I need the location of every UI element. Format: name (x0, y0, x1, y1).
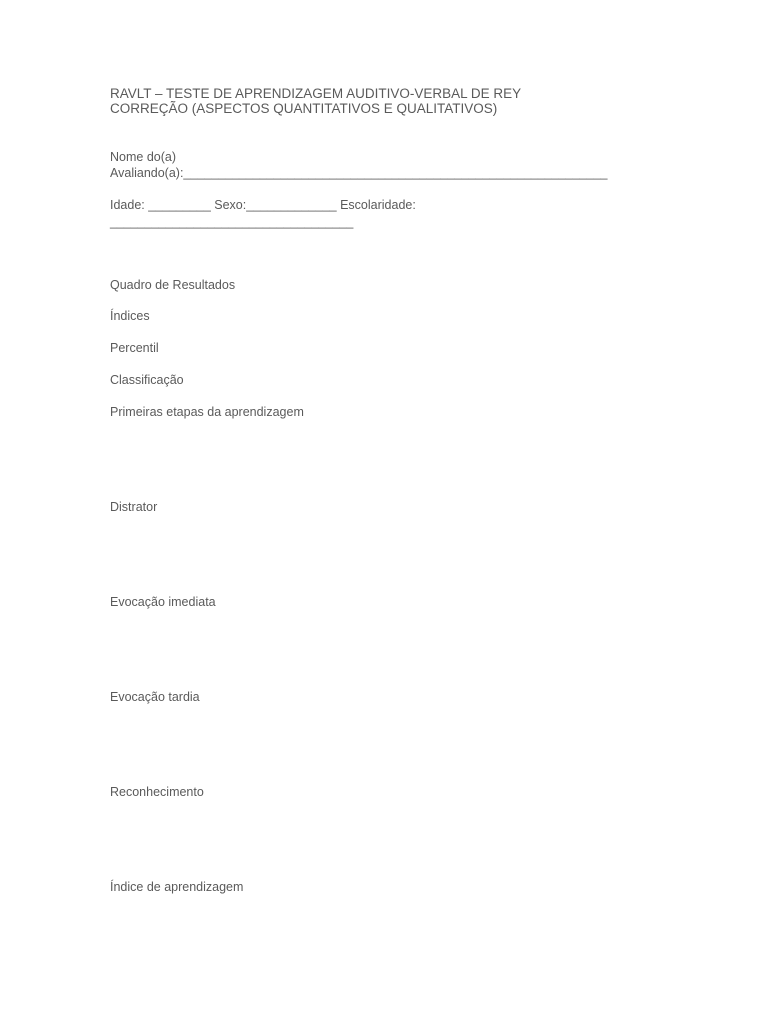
section-distractor: Distrator (110, 500, 158, 514)
name-field: Avaliando(a):_____________________________________________________________ (110, 166, 608, 180)
section-recognition: Reconhecimento (110, 785, 204, 799)
section-results-table: Quadro de Resultados (110, 278, 236, 292)
section-classification: Classificação (110, 373, 184, 387)
document-title-line-2: CORREÇÃO (ASPECTOS QUANTITATIVOS E QUALITATIVOS) (110, 101, 498, 116)
section-delayed-recall: Evocação tardia (110, 690, 200, 704)
section-percentile: Percentil (110, 341, 159, 355)
age-sex-school-fields: Idade: _________ Sexo:_____________ Escolaridade: (110, 198, 416, 212)
section-learning-index: Índice de aprendizagem (110, 880, 244, 894)
document-title-line-1: RAVLT – TESTE DE APRENDIZAGEM AUDITIVO-VERBAL DE REY (110, 86, 522, 101)
section-immediate-recall: Evocação imediata (110, 595, 216, 609)
section-first-learning-stages: Primeiras etapas da aprendizagem (110, 405, 304, 419)
school-field-blank: ___________________________________ (110, 215, 354, 229)
section-indices: Índices (110, 309, 150, 323)
name-label: Nome do(a) (110, 150, 176, 164)
